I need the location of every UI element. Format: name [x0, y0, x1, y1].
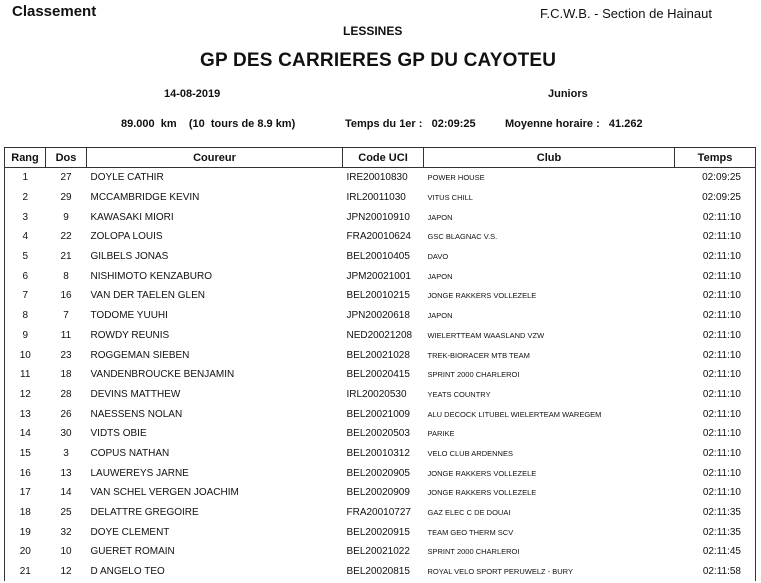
cell-rang: 15 [5, 444, 46, 464]
table-row [5, 266, 756, 286]
cell-code-uci: BEL20021022 [346, 546, 410, 558]
cell-coureur: VAN SCHEL VERGEN JOACHIM [90, 487, 239, 499]
cell-code-uci: BEL20021028 [346, 349, 410, 361]
cell-rang: 11 [5, 365, 46, 385]
cell-temps: 02:11:35 [675, 503, 756, 523]
cell-dos: 32 [60, 526, 72, 538]
table-row [5, 503, 756, 523]
cell-club: PARIKE [427, 429, 455, 439]
cell-temps: 02:11:10 [675, 444, 756, 464]
document-title: Classement [12, 3, 97, 20]
table-row [5, 522, 756, 542]
cell-code-uci: IRE20010830 [346, 172, 408, 184]
average-speed-value: 41.262 [608, 118, 643, 130]
cell-club: DAVO [427, 252, 449, 262]
table-row [5, 424, 756, 444]
table-row [5, 227, 756, 247]
race-location: LESSINES [343, 24, 403, 38]
table-row [5, 286, 756, 306]
cell-dos: 16 [60, 290, 72, 302]
cell-rang: 7 [5, 286, 46, 306]
table-row [5, 463, 756, 483]
cell-club: POWER HOUSE [427, 173, 485, 183]
table-row [5, 542, 756, 562]
cell-dos: 26 [60, 408, 72, 420]
cell-dos: 3 [63, 447, 69, 459]
cell-coureur: ROWDY REUNIS [90, 329, 170, 341]
cell-code-uci: FRA20010727 [346, 507, 411, 519]
cell-rang: 16 [5, 463, 46, 483]
table-row [5, 168, 756, 188]
cell-code-uci: JPN20010910 [346, 211, 410, 223]
cell-dos: 22 [60, 231, 72, 243]
cell-dos: 30 [60, 428, 72, 440]
cell-club: VELO CLUB ARDENNES [427, 448, 513, 458]
cell-temps: 02:11:10 [675, 404, 756, 424]
cell-dos: 25 [60, 507, 72, 519]
cell-coureur: DOYLE CATHIR [90, 172, 164, 184]
cell-club: GAZ ELEC C DE DOUAI [427, 508, 511, 518]
cell-rang: 13 [5, 404, 46, 424]
cell-temps: 02:11:35 [675, 522, 756, 542]
cell-code-uci: NED20021208 [346, 329, 413, 341]
average-speed [505, 118, 643, 130]
cell-temps: 02:11:10 [675, 424, 756, 444]
table-row [5, 188, 756, 208]
cell-temps: 02:11:10 [675, 247, 756, 267]
cell-club: WIELERTTEAM WAASLAND VZW [427, 330, 545, 340]
cell-dos: 23 [60, 349, 72, 361]
cell-rang: 6 [5, 266, 46, 286]
cell-code-uci: FRA20010624 [346, 231, 411, 243]
cell-code-uci: BEL20010215 [346, 290, 410, 302]
cell-coureur: NISHIMOTO KENZABURO [90, 270, 212, 282]
cell-dos: 13 [60, 467, 72, 479]
table-row [5, 207, 756, 227]
cell-dos: 7 [63, 310, 69, 322]
cell-club: SPRINT 2000 CHARLEROI [427, 547, 520, 557]
cell-coureur: KAWASAKI MIORI [90, 211, 174, 223]
cell-coureur: D ANGELO TEO [90, 566, 165, 578]
cell-coureur: COPUS NATHAN [90, 447, 170, 459]
cell-temps: 02:09:25 [675, 188, 756, 208]
cell-temps: 02:11:10 [675, 266, 756, 286]
table-row [5, 306, 756, 326]
average-speed-label: Moyenne horaire : [505, 118, 600, 130]
table-row [5, 444, 756, 464]
cell-rang: 21 [5, 562, 46, 582]
column-header-dos: Dos [46, 148, 87, 168]
cell-coureur: DEVINS MATTHEW [90, 388, 181, 400]
cell-club: ALU DECOCK LITUBEL WIELERTEAM WAREGEM [427, 409, 602, 419]
cell-dos: 11 [60, 329, 72, 341]
cell-dos: 8 [63, 270, 69, 282]
table-header-row [5, 148, 756, 168]
winner-time-label: Temps du 1er : [345, 118, 423, 130]
cell-code-uci: BEL20021009 [346, 408, 410, 420]
cell-rang: 3 [5, 207, 46, 227]
cell-club: JAPON [427, 212, 453, 222]
cell-temps: 02:11:10 [675, 345, 756, 365]
winner-time-value: 02:09:25 [431, 118, 476, 130]
results-table [4, 147, 756, 581]
column-header-club: Club [424, 148, 675, 168]
table-row [5, 326, 756, 346]
table-row [5, 345, 756, 365]
cell-rang: 4 [5, 227, 46, 247]
federation-name: F.C.W.B. - Section de Hainaut [540, 6, 712, 21]
race-title: GP DES CARRIERES GP DU CAYOTEU [200, 50, 557, 71]
cell-club: GSC BLAGNAC V.S. [427, 232, 498, 242]
cell-temps: 02:11:10 [675, 326, 756, 346]
winner-time [345, 118, 476, 130]
cell-dos: 29 [60, 192, 72, 204]
cell-dos: 10 [60, 546, 72, 558]
cell-code-uci: BEL20020915 [346, 526, 410, 538]
cell-dos: 28 [60, 388, 72, 400]
cell-coureur: DOYE CLEMENT [90, 526, 170, 538]
cell-rang: 20 [5, 542, 46, 562]
table-row [5, 247, 756, 267]
cell-rang: 2 [5, 188, 46, 208]
cell-rang: 1 [5, 168, 46, 188]
cell-temps: 02:09:25 [675, 168, 756, 188]
cell-code-uci: BEL20020909 [346, 487, 410, 499]
cell-rang: 5 [5, 247, 46, 267]
cell-rang: 19 [5, 522, 46, 542]
cell-rang: 17 [5, 483, 46, 503]
cell-temps: 02:11:58 [675, 562, 756, 582]
cell-coureur: GILBELS JONAS [90, 251, 169, 263]
cell-temps: 02:11:10 [675, 227, 756, 247]
table-row [5, 385, 756, 405]
cell-club: TREK-BIORACER MTB TEAM [427, 350, 530, 360]
race-category: Juniors [548, 88, 588, 100]
cell-code-uci: IRL20020530 [346, 388, 407, 400]
cell-dos: 14 [60, 487, 72, 499]
cell-dos: 9 [63, 211, 69, 223]
cell-code-uci: BEL20010405 [346, 251, 410, 263]
cell-rang: 14 [5, 424, 46, 444]
cell-club: JONGE RAKKERS VOLLEZELE [427, 468, 537, 478]
cell-rang: 18 [5, 503, 46, 523]
cell-coureur: DELATTRE GREGOIRE [90, 507, 199, 519]
cell-coureur: VAN DER TAELEN GLEN [90, 290, 205, 302]
cell-club: TEAM GEO THERM SCV [427, 527, 514, 537]
cell-code-uci: JPN20020618 [346, 310, 410, 322]
cell-club: ROYAL VELO SPORT PERUWELZ - BURY [427, 567, 573, 577]
race-date: 14-08-2019 [164, 88, 221, 100]
cell-club: JAPON [427, 311, 453, 321]
cell-coureur: GUERET ROMAIN [90, 546, 175, 558]
cell-temps: 02:11:10 [675, 365, 756, 385]
results-body [5, 168, 756, 582]
cell-temps: 02:11:10 [675, 286, 756, 306]
table-row [5, 404, 756, 424]
cell-club: SPRINT 2000 CHARLEROI [427, 370, 520, 380]
cell-club: YEATS COUNTRY [427, 389, 491, 399]
cell-temps: 02:11:10 [675, 463, 756, 483]
table-row [5, 562, 756, 582]
column-header-code-uci: Code UCI [343, 148, 424, 168]
cell-coureur: LAUWEREYS JARNE [90, 467, 189, 479]
cell-code-uci: BEL20020815 [346, 566, 410, 578]
cell-coureur: TODOME YUUHI [90, 310, 168, 322]
cell-temps: 02:11:10 [675, 385, 756, 405]
cell-temps: 02:11:45 [675, 542, 756, 562]
table-row [5, 483, 756, 503]
cell-code-uci: BEL20010312 [346, 447, 410, 459]
cell-temps: 02:11:10 [675, 306, 756, 326]
cell-dos: 12 [60, 566, 72, 578]
cell-code-uci: BEL20020415 [346, 369, 410, 381]
cell-club: JAPON [427, 271, 453, 281]
cell-code-uci: JPM20021001 [346, 270, 411, 282]
cell-rang: 12 [5, 385, 46, 405]
table-row [5, 365, 756, 385]
cell-coureur: ROGGEMAN SIEBEN [90, 349, 190, 361]
cell-dos: 27 [60, 172, 72, 184]
column-header-rang: Rang [5, 148, 46, 168]
race-distance: 89.000 km (10 tours de 8.9 km) [121, 118, 296, 130]
cell-rang: 9 [5, 326, 46, 346]
cell-coureur: ZOLOPA LOUIS [90, 231, 163, 243]
column-header-coureur: Coureur [87, 148, 343, 168]
cell-coureur: MCCAMBRIDGE KEVIN [90, 192, 200, 204]
cell-code-uci: BEL20020905 [346, 467, 410, 479]
cell-club: VITUS CHILL [427, 193, 473, 203]
cell-code-uci: IRL20011030 [346, 192, 406, 204]
cell-temps: 02:11:10 [675, 207, 756, 227]
cell-coureur: VIDTS OBIE [90, 428, 147, 440]
cell-dos: 21 [60, 251, 72, 263]
cell-dos: 18 [60, 369, 72, 381]
cell-club: JONGE RAKKERS VOLLEZELE [427, 291, 537, 301]
cell-rang: 8 [5, 306, 46, 326]
cell-coureur: VANDENBROUCKE BENJAMIN [90, 369, 235, 381]
cell-code-uci: BEL20020503 [346, 428, 410, 440]
cell-coureur: NAESSENS NOLAN [90, 408, 183, 420]
cell-club: JONGE RAKKERS VOLLEZELE [427, 488, 537, 498]
column-header-temps: Temps [675, 148, 756, 168]
cell-rang: 10 [5, 345, 46, 365]
cell-temps: 02:11:10 [675, 483, 756, 503]
